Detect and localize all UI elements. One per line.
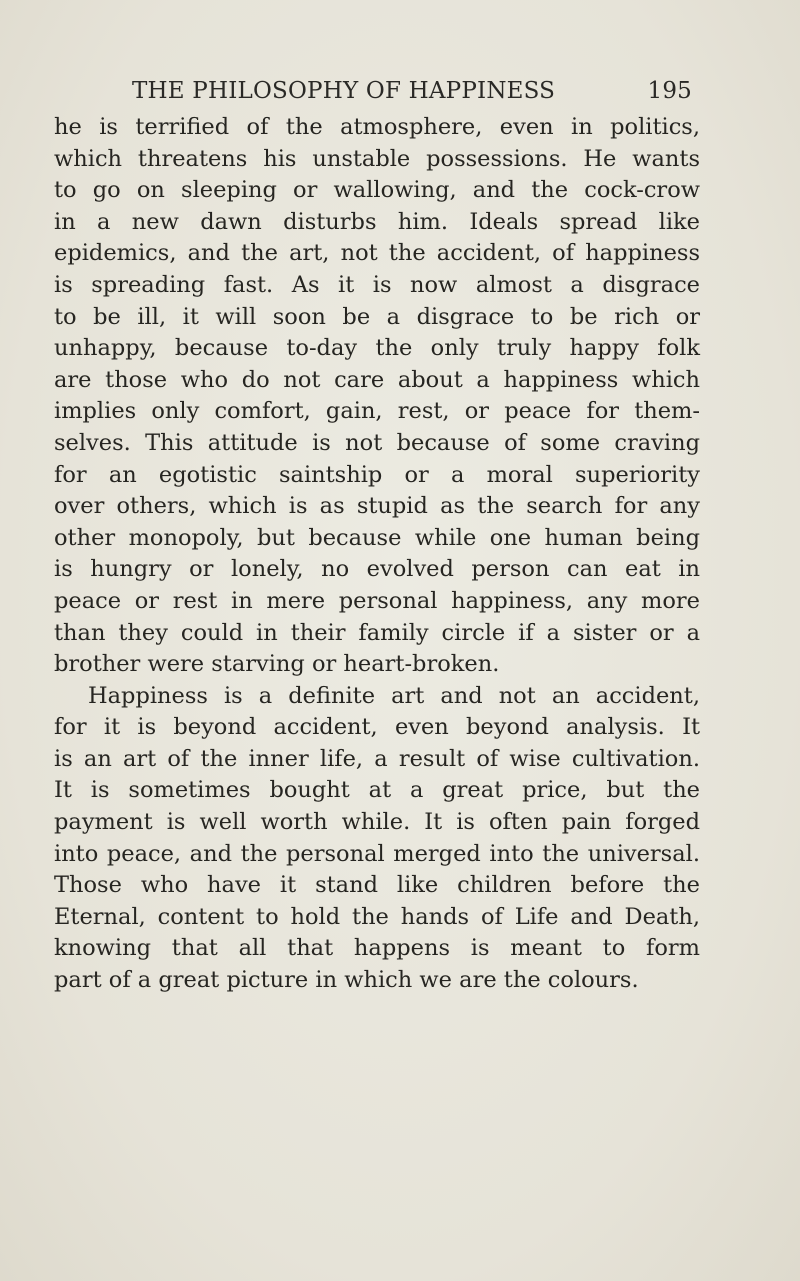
text-line: is hungry or lonely, no evolved person can eat in [54,556,700,583]
text-line: for it is beyond accident, even beyond analysis. It [54,714,700,741]
text-line: Eternal, content to hold the hands of Life and Death, [54,903,700,930]
text-line: It is sometimes bought at a great price, but the [54,777,700,804]
body-text [54,112,700,997]
text-line: peace or rest in mere personal happiness, any more [54,587,700,614]
text-line: to go on sleeping or wallowing, and the cock-crow [54,177,700,204]
text-line: part of a great picture in which we are the colours. [54,967,639,994]
text-line: over others, which is as stupid as the search for any [54,493,700,520]
text-line: is an art of the inner life, a result of wise cultivation. [54,745,700,772]
text-line: which threatens his unstable possessions. He wants [54,145,700,172]
running-head [132,78,692,112]
text-line: brother were starving or heart-broken. [54,651,500,678]
text-line: are those who do not care about a happiness which [54,366,700,393]
page-number: 195 [647,78,692,104]
text-line: is spreading fast. As it is now almost a disgrace [54,271,700,298]
text-line: selves. This attitude is not because of some craving [54,429,700,456]
paragraph-start-line: Happiness is a definite art and not an accident, [88,682,700,709]
text-line: other monopoly, but because while one human being [54,524,700,551]
text-line: unhappy, because to-day the only truly happy folk [54,335,700,362]
text-line: into peace, and the personal merged into the universal. [54,840,700,867]
text-line: than they could in their family circle if a sister or a [54,619,700,646]
text-line: for an egotistic saintship or a moral superiority [54,461,700,488]
text-line: Those who have it stand like children before the [54,872,700,899]
text-line: to be ill, it will soon be a disgrace to be rich or [54,303,700,330]
text-line: he is terrified of the atmosphere, even in politics, [54,114,700,140]
text-line: knowing that all that happens is meant to form [54,935,700,962]
text-line: implies only comfort, gain, rest, or peace for them- [54,398,700,425]
text-line: in a new dawn disturbs him. Ideals spread like [54,208,700,235]
text-line: epidemics, and the art, not the accident, of happiness [54,240,700,267]
running-title: THE PHILOSOPHY OF HAPPINESS [132,78,556,104]
text-line: payment is well worth while. It is often pain forged [54,809,700,836]
